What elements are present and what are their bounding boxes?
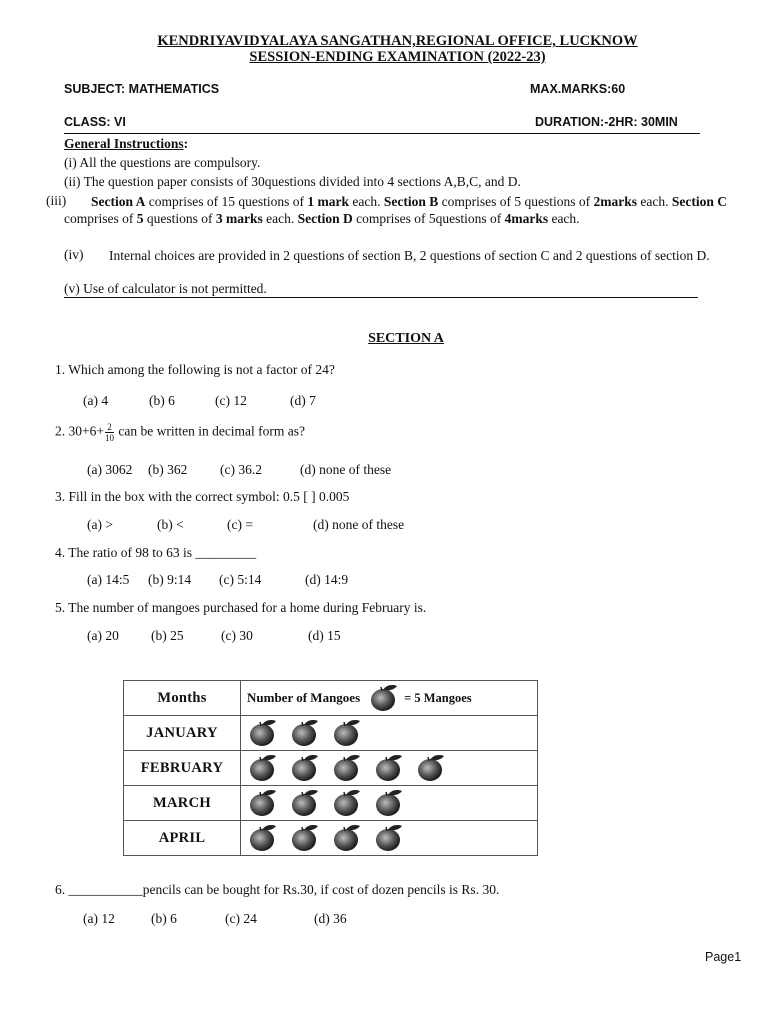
mango-icon (331, 718, 363, 748)
instruction-i: (i) All the questions are compulsory. (64, 155, 261, 170)
mango-icon (247, 753, 279, 783)
q4-option-b: (b) 9:14 (148, 572, 192, 587)
mango-icon (289, 788, 321, 818)
instruction-iii-tail-a: each. (349, 194, 384, 209)
q5-option-a: (a) 20 (87, 628, 119, 643)
mango-icon (289, 718, 321, 748)
instruction-iv: Internal choices are provided in 2 questions of section B, 2 questions of section C and 2 questions of section D. (109, 248, 710, 263)
instruction-iii-text-c2: questions of (143, 211, 216, 226)
pictograph-month: JANUARY (124, 716, 241, 751)
pictograph-header-row (124, 681, 538, 716)
pictograph-month: APRIL (124, 821, 241, 856)
pictograph-month: FEBRUARY (124, 751, 241, 786)
q1-option-d: (d) 7 (290, 393, 316, 408)
section-a-title: SECTION A (368, 331, 444, 346)
instruction-iii-text-c: comprises of (64, 211, 137, 226)
mango-icon (368, 683, 400, 713)
question-6: 6. ___________pencils can be bought for Rs.30, if cost of dozen pencils is Rs. 30. (55, 882, 500, 897)
q4-option-d: (d) 14:9 (305, 572, 349, 587)
section-a-marks: 1 mark (307, 194, 349, 209)
mango-icon (247, 718, 279, 748)
section-b-label: Section B (383, 194, 439, 209)
section-a-label: Section A (91, 194, 146, 209)
pictograph-month: MARCH (124, 786, 241, 821)
pictograph-icons (247, 823, 537, 853)
pictograph-row (124, 716, 538, 751)
question-3: 3. Fill in the box with the correct symbol: 0.5 [ ] 0.005 (55, 489, 350, 504)
mango-icon (247, 823, 279, 853)
instruction-iv-number: (iv) (64, 247, 84, 262)
q2-option-c: (c) 36.2 (220, 462, 262, 477)
q3-option-a: (a) > (87, 517, 113, 532)
question-1: 1. Which among the following is not a factor of 24? (55, 362, 335, 377)
section-c-label: Section C (671, 194, 727, 209)
mango-icon (289, 753, 321, 783)
section-b-marks: 2marks (593, 194, 637, 209)
q2-fraction (105, 422, 114, 443)
q2-fraction-numerator: 2 (105, 422, 114, 433)
instruction-iii-text-a: comprises of 15 questions of (145, 194, 308, 209)
section-d-marks: 4marks (504, 211, 549, 226)
page-number: Page1 (705, 950, 742, 964)
instruction-iii-tail-c: each. (262, 211, 298, 226)
exam-title: SESSION-ENDING EXAMINATION (2022-23) (249, 49, 546, 65)
q6-option-c: (c) 24 (225, 911, 257, 926)
q1-option-c: (c) 12 (215, 393, 247, 408)
mango-icon (331, 788, 363, 818)
section-c-marks: 3 marks (215, 211, 263, 226)
pictograph-legend-text: = 5 Mangoes (404, 690, 472, 705)
q3-option-b: (b) < (157, 517, 184, 532)
subject-label: SUBJECT: MATHEMATICS (64, 82, 220, 96)
pictograph-row (124, 751, 538, 786)
pictograph-icons (247, 788, 537, 818)
q1-option-b: (b) 6 (149, 393, 175, 408)
q5-option-d: (d) 15 (308, 628, 341, 643)
question-2 (55, 422, 305, 443)
instruction-iii (64, 193, 744, 227)
instruction-iii-number: (iii) (46, 193, 67, 208)
mango-pictograph (123, 680, 538, 856)
pictograph-legend (368, 683, 472, 713)
q5-option-c: (c) 30 (221, 628, 253, 643)
pictograph-row (124, 786, 538, 821)
pictograph-icons (247, 753, 537, 783)
question-4: 4. The ratio of 98 to 63 is _________ (55, 545, 257, 560)
instructions-divider (64, 297, 698, 298)
instruction-v: (v) Use of calculator is not permitted. (64, 281, 267, 296)
mango-icon (247, 788, 279, 818)
q4-option-c: (c) 5:14 (219, 572, 262, 587)
q3-option-d: (d) none of these (313, 517, 405, 532)
school-title: KENDRIYAVIDYALAYA SANGATHAN,REGIONAL OFFICE, LUCKNOW (157, 33, 638, 49)
q2-option-d: (d) none of these (300, 462, 392, 477)
pictograph-row (124, 821, 538, 856)
mango-icon (373, 753, 405, 783)
instruction-iii-text-b: comprises of 5 questions of (438, 194, 594, 209)
q5-option-b: (b) 25 (151, 628, 184, 643)
instruction-iii-text-d: comprises of 5questions of (352, 211, 505, 226)
pictograph-count-label: Number of Mangoes (247, 690, 361, 705)
mango-icon (331, 823, 363, 853)
section-c-count: 5 (136, 211, 144, 226)
q2-option-b: (b) 362 (148, 462, 188, 477)
instruction-iii-tail-d: each. (548, 211, 580, 226)
mango-icon (289, 823, 321, 853)
section-d-label: Section D (297, 211, 353, 226)
instruction-ii: (ii) The question paper consists of 30questions divided into 4 sections A,B,C, and D. (64, 174, 521, 189)
q1-option-a: (a) 4 (83, 393, 109, 408)
q4-option-a: (a) 14:5 (87, 572, 130, 587)
instructions-title-text: General Instructions (64, 136, 184, 151)
pictograph-count-header (241, 681, 538, 716)
mango-icon (415, 753, 447, 783)
instructions-title (64, 136, 188, 152)
header-divider (64, 133, 700, 134)
question-5: 5. The number of mangoes purchased for a home during February is. (55, 600, 427, 615)
mango-icon (331, 753, 363, 783)
pictograph-icons (247, 718, 537, 748)
q6-option-d: (d) 36 (314, 911, 347, 926)
q2-prefix: 2. 30+6+ (55, 423, 104, 439)
q2-option-a: (a) 3062 (87, 462, 133, 477)
pictograph-months-header: Months (124, 681, 241, 716)
mango-icon (373, 823, 405, 853)
max-marks-label: MAX.MARKS:60 (530, 82, 626, 96)
duration-label: DURATION:-2HR: 30MIN (535, 115, 678, 129)
instruction-iii-tail-b: each. (636, 194, 672, 209)
q6-option-a: (a) 12 (83, 911, 115, 926)
q3-option-c: (c) = (227, 517, 253, 532)
q2-suffix: can be written in decimal form as? (114, 423, 306, 439)
q2-fraction-denominator: 10 (104, 433, 114, 443)
mango-icon (373, 788, 405, 818)
instructions-title-colon: : (183, 136, 189, 151)
class-label: CLASS: VI (64, 115, 126, 129)
q6-option-b: (b) 6 (151, 911, 177, 926)
